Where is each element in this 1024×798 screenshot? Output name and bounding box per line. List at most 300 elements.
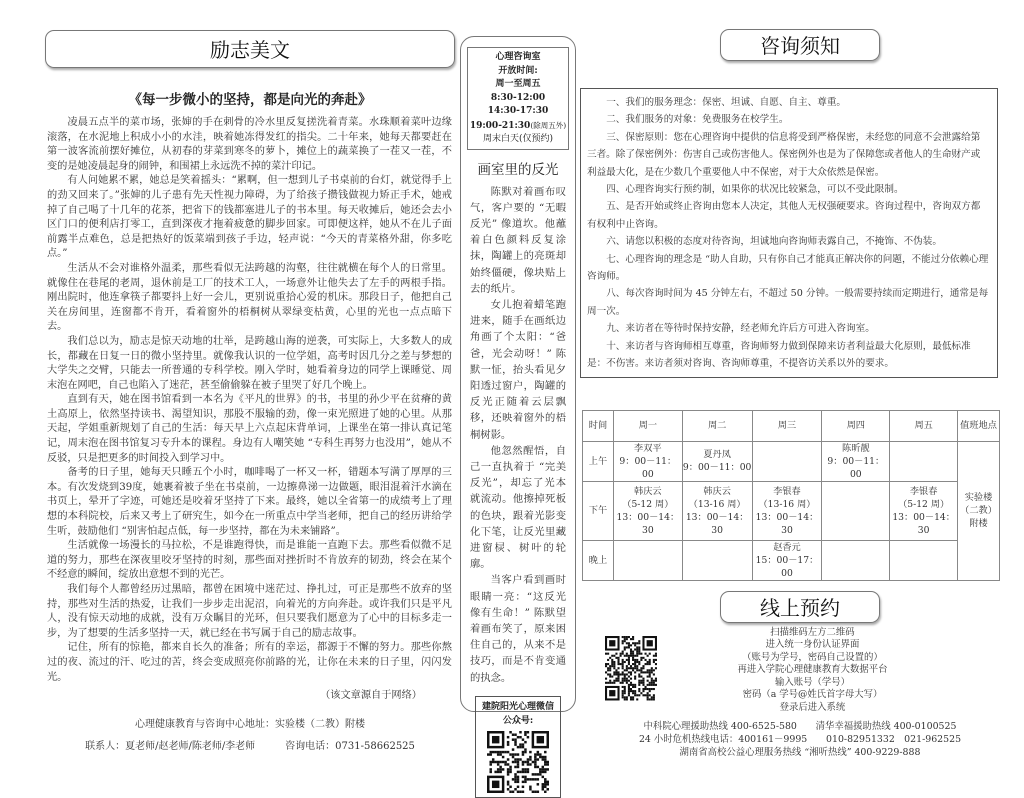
qr-module (628, 636, 630, 638)
qr-module (628, 690, 630, 692)
duty-schedule-table (582, 410, 1000, 581)
qr-module (630, 673, 632, 675)
qr-module (624, 648, 626, 650)
qr-module (607, 681, 609, 683)
qr-module (636, 648, 638, 650)
qr-module (651, 698, 653, 700)
qr-module (634, 663, 636, 665)
qr-module (514, 738, 516, 740)
qr-module (609, 673, 611, 675)
section-title-online-booking: 线上预约 (720, 591, 880, 623)
qr-module (632, 698, 634, 700)
qr-module (613, 681, 615, 683)
qr-module (615, 673, 617, 675)
qr-module (622, 665, 624, 667)
qr-module (634, 677, 636, 679)
qr-module (622, 685, 624, 687)
wechat-qr-code[interactable] (487, 731, 549, 793)
table-row (583, 441, 1000, 481)
qr-module (647, 696, 649, 698)
qr-module (544, 761, 546, 763)
qr-module (647, 654, 649, 656)
qr-module (626, 665, 628, 667)
qr-module (653, 696, 655, 698)
qr-module (632, 663, 634, 665)
qr-module (642, 681, 644, 683)
paragraph: 当客户看到画时眼睛一亮：“这反光像有生命！” 陈默望着画布笑了，原来困住自己的，从来不是技巧，而是不肯变通的执念。 (470, 574, 566, 684)
qr-module (527, 768, 529, 770)
qr-module (514, 780, 516, 782)
paragraph: 生活就像一场漫长的马拉松，不是谁跑得快，而是谁能一直跑下去。那些看似微不足道的努力，那些在深夜里咬牙坚持的时刻，那些面对挫折时不肯放弃的韧劲，终会在某个不经意的瞬间，绽放出意想不到的光芒。 (47, 540, 452, 581)
hotline: 中科院心理援助热线 400-6525-580 清华幸福援助热线 400-0100525 (643, 720, 957, 732)
qr-module (655, 677, 657, 679)
qr-module (626, 673, 628, 675)
qr-module (537, 753, 539, 755)
qr-module (636, 650, 638, 652)
booking-qr-code[interactable] (605, 636, 657, 702)
qr-module (537, 778, 539, 780)
qr-module (630, 652, 632, 654)
qr-module (547, 788, 549, 790)
article-source: （该文章源自于网络） (320, 690, 422, 702)
qr-module (655, 654, 657, 656)
hours-slot: 14:30-17:30 (487, 106, 549, 116)
hotline: 24 小时危机热线电话：400161－9995 010-82951332 021-962525 (638, 733, 962, 745)
schedule-cell: 李双平 9：00－11：00 (613, 441, 682, 481)
qr-module (620, 654, 622, 656)
middle-column-frame (460, 36, 576, 726)
qr-module (655, 679, 657, 681)
rule-item: 六、请您以积极的态度对待咨询，坦诚地向咨询师表露自己，不掩饰、不伪装。 (606, 236, 942, 248)
qr-module (630, 681, 632, 683)
qr-module (529, 788, 531, 790)
qr-module (617, 656, 619, 658)
qr-module (507, 741, 509, 743)
qr-module (524, 751, 526, 753)
qr-module (522, 780, 524, 782)
qr-module (626, 636, 628, 638)
qr-module (617, 671, 619, 673)
qr-module (636, 642, 638, 644)
hours-title: 心理咨询室 (495, 52, 541, 62)
qr-module (636, 669, 638, 671)
qr-module (647, 692, 649, 694)
qr-module (504, 751, 506, 753)
qr-module (638, 690, 640, 692)
paragraph: 陈默对着画布叹气，客户要的 “无暇反光” 像道坎。他蘸着白色颜料反复涂抹，陶罐上的亮斑却始终僵硬，像块贴上去的纸片。 (470, 185, 566, 295)
qr-module (497, 768, 499, 770)
schedule-cell (822, 481, 890, 540)
qr-module (622, 642, 624, 644)
qr-module (512, 778, 514, 780)
qr-module (642, 667, 644, 669)
qr-module (522, 751, 524, 753)
qr-module (624, 669, 626, 671)
booking-section (580, 627, 1000, 715)
qr-module (507, 758, 509, 760)
qr-module (512, 738, 514, 740)
qr-module (524, 780, 526, 782)
qr-module (532, 790, 534, 792)
qr-finder (492, 736, 499, 743)
qr-module (647, 671, 649, 673)
schedule-cell (822, 540, 890, 580)
qr-module (544, 778, 546, 780)
qr-module (507, 788, 509, 790)
paragraph: 直到有天，她在图书馆看到一本名为《平凡的世界》的书，书里的孙少平在贫瘠的黄土高原上，依然坚持读书、渴望知识，那股不服输的劲，像一束光照进了她的心里。从那天起，学姐重新规划了自己的生活：每天早上六点起床背单词，上课坐在第一排认真记笔记，周末泡在图书馆复习专升本的课程。身边有人嘲笑她 “专科生再努力也没用”，她从不反驳，只是把更多的时间投入到学习中。 (47, 394, 452, 464)
qr-module (509, 766, 511, 768)
qr-module (529, 785, 531, 787)
opening-hours-box (467, 47, 569, 150)
qr-module (544, 756, 546, 758)
qr-module (653, 683, 655, 685)
qr-module (636, 654, 638, 656)
qr-module (507, 743, 509, 745)
qr-module (494, 751, 496, 753)
qr-module (519, 758, 521, 760)
hours-label: 开放时间: (498, 65, 538, 76)
qr-module (537, 751, 539, 753)
qr-module (529, 756, 531, 758)
booking-step: 密码（a 学号@姓氏首字母大写） (742, 689, 883, 701)
qr-module (517, 746, 519, 748)
qr-module (628, 663, 630, 665)
qr-module (626, 654, 628, 656)
qr-module (626, 698, 628, 700)
qr-module (638, 679, 640, 681)
qr-module (532, 773, 534, 775)
rule-item: 七、心理咨询的理念是 “助人自助，只有你自己才能真正解决你的问题，不能过分依赖心理咨询师。 (587, 253, 989, 283)
qr-module (489, 751, 491, 753)
qr-module (492, 758, 494, 760)
qr-module (517, 753, 519, 755)
qr-module (539, 753, 541, 755)
article-title: 《每一步微小的坚持，都是向光的奔赴》 (128, 92, 372, 108)
qr-module (607, 673, 609, 675)
story-title: 画室里的反光 (477, 161, 559, 178)
qr-module (622, 663, 624, 665)
qr-module (522, 768, 524, 770)
qr-module (645, 671, 647, 673)
location-cell: 实验楼 （二教） 附楼 (958, 441, 1000, 580)
qr-module (647, 663, 649, 665)
qr-module (539, 770, 541, 772)
qr-module (640, 692, 642, 694)
qr-module (620, 681, 622, 683)
qr-module (617, 660, 619, 662)
qr-module (613, 665, 615, 667)
qr-module (609, 667, 611, 669)
hotlines (600, 720, 1000, 760)
qr-module (494, 761, 496, 763)
qr-module (499, 770, 501, 772)
qr-module (527, 763, 529, 765)
qr-module (634, 648, 636, 650)
qr-module (524, 741, 526, 743)
schedule-cell: 夏丹凤 9：00－11：00 (682, 441, 752, 481)
qr-module (527, 758, 529, 760)
qr-module (532, 761, 534, 763)
qr-module (613, 663, 615, 665)
qr-module (649, 658, 651, 660)
rule-item: 九、来访者在等待时保持安静，经老师允许后方可进入咨询室。 (606, 323, 875, 335)
qr-module (517, 736, 519, 738)
qr-module (547, 763, 549, 765)
qr-module (632, 669, 634, 671)
qr-module (645, 663, 647, 665)
qr-module (609, 679, 611, 681)
qr-module (638, 652, 640, 654)
qr-module (622, 660, 624, 662)
section-title-inspirational: 励志美文 (45, 30, 455, 68)
qr-module (502, 751, 504, 753)
qr-module (534, 790, 536, 792)
qr-module (524, 761, 526, 763)
paragraph: 有人问她累不累，她总是笑着摇头：“累啊，但一想到儿子书桌前的台灯，就觉得手上的劲又回来了。”张婶的儿子患有先天性视力障碍，为了给孩子攒钱做视力矫正手术，她戒掉了自己喝了十几年的花茶，把省下的钱都塞进儿子的书本里。每天收摊后，她还会去小区门口的便利店打零工，直到深夜才拖着疲惫的脚步回家。可即便这样，她从不在儿子面前露半点难色，总是把热好的饭菜端到孩子手边，轻声说：“今天的青菜格外甜，你多吃点。” (47, 175, 452, 260)
qr-module (634, 683, 636, 685)
qr-module (539, 773, 541, 775)
qr-module (640, 681, 642, 683)
qr-module (547, 783, 549, 785)
footer-contacts: 联系人：夏老师/赵老师/陈老师/李老师 咨询电话：0731-58662525 (85, 740, 415, 752)
qr-module (640, 652, 642, 654)
qr-module (624, 692, 626, 694)
qr-module (632, 658, 634, 660)
qr-module (524, 733, 526, 735)
row-label: 上午 (583, 441, 614, 481)
qr-module (630, 688, 632, 690)
qr-module (605, 677, 607, 679)
qr-module (615, 679, 617, 681)
qr-module (632, 667, 634, 669)
qr-module (514, 775, 516, 777)
qr-module (522, 763, 524, 765)
qr-module (622, 677, 624, 679)
qr-module (642, 671, 644, 673)
qr-module (636, 660, 638, 662)
qr-module (617, 667, 619, 669)
qr-module (634, 660, 636, 662)
qr-module (630, 671, 632, 673)
qr-module (653, 658, 655, 660)
section-title-notice: 咨询须知 (720, 29, 880, 61)
qr-module (651, 679, 653, 681)
qr-module (634, 658, 636, 660)
qr-module (611, 658, 613, 660)
qr-module (632, 652, 634, 654)
qr-module (499, 761, 501, 763)
qr-module (624, 660, 626, 662)
qr-module (524, 778, 526, 780)
qr-module (653, 698, 655, 700)
qr-module (632, 683, 634, 685)
qr-module (519, 731, 521, 733)
qr-module (613, 679, 615, 681)
qr-module (653, 654, 655, 656)
qr-module (647, 698, 649, 700)
qr-module (534, 766, 536, 768)
qr-module (649, 698, 651, 700)
qr-module (630, 690, 632, 692)
qr-module (512, 753, 514, 755)
qr-module (636, 698, 638, 700)
qr-module (514, 761, 516, 763)
qr-finder (609, 690, 615, 696)
qr-module (651, 683, 653, 685)
hours-slot: 19:00-21:30(除周五外) (469, 120, 567, 131)
qr-module (632, 696, 634, 698)
booking-steps (700, 627, 925, 715)
qr-module (499, 768, 501, 770)
qr-module (624, 688, 626, 690)
qr-module (638, 683, 640, 685)
qr-module (502, 768, 504, 770)
qr-module (626, 696, 628, 698)
qr-module (624, 690, 626, 692)
qr-module (628, 683, 630, 685)
qr-module (624, 675, 626, 677)
wechat-box (475, 696, 561, 798)
qr-module (522, 746, 524, 748)
qr-module (507, 773, 509, 775)
qr-module (626, 658, 628, 660)
qr-module (634, 665, 636, 667)
qr-module (628, 656, 630, 658)
qr-module (628, 660, 630, 662)
qr-module (655, 683, 657, 685)
qr-module (624, 673, 626, 675)
qr-module (497, 753, 499, 755)
qr-module (607, 658, 609, 660)
wechat-label: 建院阳光心理微信 (481, 701, 554, 712)
qr-module (638, 694, 640, 696)
qr-module (636, 667, 638, 669)
qr-module (645, 694, 647, 696)
qr-module (519, 790, 521, 792)
qr-module (509, 731, 511, 733)
qr-module (522, 738, 524, 740)
qr-module (626, 677, 628, 679)
schedule-cell: 赵香元 15：00－17：00 (752, 540, 822, 580)
qr-module (626, 679, 628, 681)
qr-module (512, 748, 514, 750)
qr-module (640, 671, 642, 673)
qr-module (517, 785, 519, 787)
qr-module (529, 751, 531, 753)
qr-module (542, 783, 544, 785)
qr-module (638, 681, 640, 683)
qr-module (651, 681, 653, 683)
qr-module (607, 652, 609, 654)
qr-module (527, 736, 529, 738)
qr-module (624, 638, 626, 640)
qr-module (534, 778, 536, 780)
qr-module (630, 654, 632, 656)
qr-module (509, 770, 511, 772)
booking-step: 登录后进入系统 (779, 702, 846, 714)
qr-module (630, 644, 632, 646)
qr-module (628, 644, 630, 646)
qr-module (638, 646, 640, 648)
qr-module (624, 685, 626, 687)
qr-module (611, 663, 613, 665)
qr-module (542, 756, 544, 758)
qr-finder (647, 640, 653, 646)
qr-module (509, 790, 511, 792)
qr-module (622, 667, 624, 669)
schedule-cell (613, 540, 682, 580)
header-cell: 周一 (613, 410, 682, 441)
qr-module (514, 733, 516, 735)
qr-module (609, 675, 611, 677)
qr-module (499, 751, 501, 753)
qr-module (607, 663, 609, 665)
header-cell: 周三 (752, 410, 822, 441)
qr-module (649, 663, 651, 665)
qr-module (613, 671, 615, 673)
qr-module (622, 652, 624, 654)
rule-item: 八、每次咨询时间为 45 分钟左右，不超过 50 分钟。一般需要持续而定期进行，通常是每周一次。 (587, 288, 989, 317)
qr-module (628, 667, 630, 669)
qr-module (615, 671, 617, 673)
schedule-cell: 李银春 （13-16 周） 13：00－14：30 (752, 481, 822, 540)
qr-module (638, 688, 640, 690)
hours-slot: 8:30-12:00 (490, 92, 546, 103)
qr-module (638, 650, 640, 652)
qr-module (622, 694, 624, 696)
qr-module (649, 671, 651, 673)
qr-module (512, 733, 514, 735)
rule-item: 二、我们服务的对象：免费服务在校学生。 (606, 114, 789, 126)
qr-module (613, 654, 615, 656)
qr-module (622, 640, 624, 642)
schedule-cell: 陈昕靓 9：00－11：00 (822, 441, 890, 481)
qr-module (544, 763, 546, 765)
qr-module (615, 677, 617, 679)
qr-module (630, 677, 632, 679)
paragraph: 备考的日子里，她每天只睡五个小时，咖啡喝了一杯又一杯，错题本写满了厚厚的三本。有次发烧到39度，她裹着被子坐在书桌前，一边擦鼻涕一边做题，眼泪混着汗水滴在书页上，晕开了字迹，可她还是咬着牙坚持了下来。最终，她以全省第一的成绩考上了理想的本科院校，后来又考上了研究生，如今在一所重点中学当老师，把自己的经历讲给学生听，鼓励他们 “别害怕起点低，每一步坚持，都在为未来铺路”。 (47, 467, 452, 537)
qr-module (544, 770, 546, 772)
qr-module (653, 679, 655, 681)
qr-module (626, 681, 628, 683)
qr-module (632, 690, 634, 692)
qr-module (514, 773, 516, 775)
qr-module (522, 785, 524, 787)
qr-module (638, 660, 640, 662)
qr-module (492, 761, 494, 763)
qr-module (542, 766, 544, 768)
qr-module (638, 648, 640, 650)
qr-module (651, 688, 653, 690)
table-row (583, 540, 1000, 580)
booking-step: 进入统一身份认证界面 (765, 639, 860, 651)
qr-module (617, 673, 619, 675)
qr-module (607, 667, 609, 669)
qr-module (527, 731, 529, 733)
qr-module (642, 656, 644, 658)
qr-module (522, 753, 524, 755)
qr-module (647, 683, 649, 685)
story-body (470, 184, 566, 686)
qr-module (613, 667, 615, 669)
footer-address: 心理健康教育与咨询中心地址：实验楼（二教）附楼 (135, 718, 365, 730)
qr-module (611, 681, 613, 683)
qr-module (649, 694, 651, 696)
qr-module (647, 688, 649, 690)
qr-module (638, 663, 640, 665)
qr-module (622, 692, 624, 694)
qr-module (640, 656, 642, 658)
